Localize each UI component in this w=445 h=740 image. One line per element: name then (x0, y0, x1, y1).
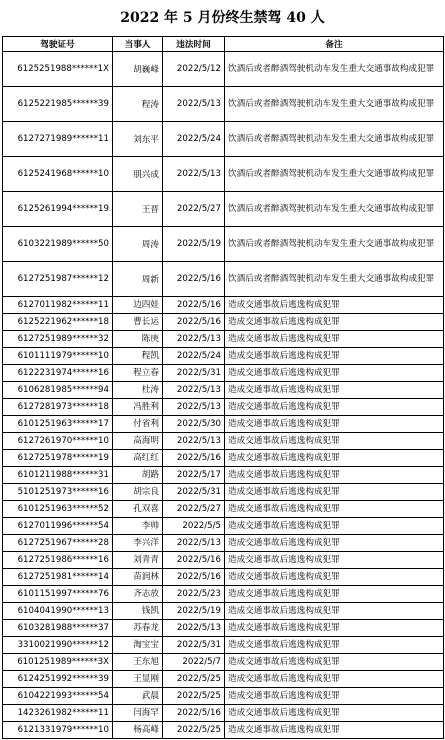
table-row (3, 671, 444, 688)
license-number-cell: 3310021990******12 (3, 637, 113, 654)
license-number-cell: 6101251989******3X (3, 654, 113, 671)
table-row (3, 262, 444, 297)
remarks-cell: 造成交通事故后逃逸构成犯罪 (225, 654, 444, 671)
violation-date-cell: 2022/5/25 (163, 688, 225, 705)
violation-date-cell: 2022/5/13 (163, 399, 225, 416)
table-row (3, 722, 444, 739)
party-name-cell: 苏春龙 (113, 620, 163, 637)
party-name-cell: 王东旭 (113, 654, 163, 671)
license-number-cell: 6101151997******76 (3, 586, 113, 603)
party-name-cell: 胡路 (113, 467, 163, 484)
party-name-cell: 付省利 (113, 416, 163, 433)
remarks-cell: 造成交通事故后逃逸构成犯罪 (225, 433, 444, 450)
license-number-cell: 6127261970******10 (3, 433, 113, 450)
license-number-cell: 5101251973******16 (3, 484, 113, 501)
table-row (3, 518, 444, 535)
table-row (3, 552, 444, 569)
remarks-cell: 造成交通事故后逃逸构成犯罪 (225, 722, 444, 739)
table-row (3, 122, 444, 157)
party-name-cell: 高海明 (113, 433, 163, 450)
remarks-cell: 造成交通事故后逃逸构成犯罪 (225, 314, 444, 331)
party-name-cell: 胡宗良 (113, 484, 163, 501)
table-row (3, 157, 444, 192)
remarks-cell: 饮酒后或者醉酒驾驶机动车发生重大交通事故构成犯罪 (225, 262, 444, 297)
violation-date-cell: 2022/5/31 (163, 365, 225, 382)
violation-date-cell: 2022/5/13 (163, 433, 225, 450)
table-row (3, 297, 444, 314)
party-name-cell: 程凯 (113, 348, 163, 365)
violation-date-cell: 2022/5/7 (163, 654, 225, 671)
license-number-cell: 6121331979******10 (3, 722, 113, 739)
party-name-cell: 李帅 (113, 518, 163, 535)
remarks-cell: 饮酒后或者醉酒驾驶机动车发生重大交通事故构成犯罪 (225, 192, 444, 227)
header-party-name: 当事人 (113, 37, 163, 52)
remarks-cell: 造成交通事故后逃逸构成犯罪 (225, 552, 444, 569)
violation-date-cell: 2022/5/16 (163, 262, 225, 297)
violation-date-cell: 2022/5/16 (163, 314, 225, 331)
remarks-cell: 造成交通事故后逃逸构成犯罪 (225, 586, 444, 603)
license-number-cell: 6127251978******19 (3, 450, 113, 467)
license-number-cell: 6125241968******10 (3, 157, 113, 192)
remarks-cell: 造成交通事故后逃逸构成犯罪 (225, 637, 444, 654)
header-remarks: 备注 (225, 37, 444, 52)
table-body (3, 52, 444, 739)
license-number-cell: 6127251987******12 (3, 262, 113, 297)
violation-date-cell: 2022/5/16 (163, 297, 225, 314)
table-row (3, 603, 444, 620)
table-row (3, 586, 444, 603)
violation-date-cell: 2022/5/24 (163, 348, 225, 365)
party-name-cell: 淘宝宝 (113, 637, 163, 654)
party-name-cell: 苗润林 (113, 569, 163, 586)
party-name-cell: 王晋 (113, 192, 163, 227)
remarks-cell: 造成交通事故后逃逸构成犯罪 (225, 671, 444, 688)
party-name-cell: 胡巍峰 (113, 52, 163, 87)
violation-date-cell: 2022/5/27 (163, 192, 225, 227)
party-name-cell: 刘东平 (113, 122, 163, 157)
violation-date-cell: 2022/5/13 (163, 87, 225, 122)
violation-date-cell: 2022/5/31 (163, 484, 225, 501)
table-row (3, 227, 444, 262)
table-row (3, 52, 444, 87)
remarks-cell: 饮酒后或者醉酒驾驶机动车发生重大交通事故构成犯罪 (225, 87, 444, 122)
license-number-cell: 6106281985******94 (3, 382, 113, 399)
license-number-cell: 6124251992******39 (3, 671, 113, 688)
violation-date-cell: 2022/5/13 (163, 331, 225, 348)
remarks-cell: 饮酒后或者醉酒驾驶机动车发生重大交通事故构成犯罪 (225, 227, 444, 262)
remarks-cell: 造成交通事故后逃逸构成犯罪 (225, 569, 444, 586)
license-number-cell: 6104221993******54 (3, 688, 113, 705)
table-row (3, 433, 444, 450)
violation-date-cell: 2022/5/13 (163, 157, 225, 192)
party-name-cell: 王显刚 (113, 671, 163, 688)
header-violation-date: 违法时间 (163, 37, 225, 52)
violation-date-cell: 2022/5/25 (163, 722, 225, 739)
header-license-number: 驾驶证号 (3, 37, 113, 52)
license-number-cell: 6122231974******16 (3, 365, 113, 382)
table-row (3, 484, 444, 501)
remarks-cell: 造成交通事故后逃逸构成犯罪 (225, 501, 444, 518)
table-row (3, 569, 444, 586)
party-name-cell: 闫海罕 (113, 705, 163, 722)
remarks-cell: 造成交通事故后逃逸构成犯罪 (225, 467, 444, 484)
table-row (3, 87, 444, 122)
party-name-cell: 朋兴成 (113, 157, 163, 192)
license-number-cell: 6127011996******54 (3, 518, 113, 535)
remarks-cell: 造成交通事故后逃逸构成犯罪 (225, 382, 444, 399)
table-row (3, 688, 444, 705)
license-number-cell: 6127251981******14 (3, 569, 113, 586)
remarks-cell: 造成交通事故后逃逸构成犯罪 (225, 416, 444, 433)
violation-date-cell: 2022/5/27 (163, 501, 225, 518)
table-row (3, 331, 444, 348)
violation-date-cell: 2022/5/19 (163, 227, 225, 262)
violation-date-cell: 2022/5/13 (163, 535, 225, 552)
party-name-cell: 刘青青 (113, 552, 163, 569)
party-name-cell: 武晨 (113, 688, 163, 705)
license-number-cell: 6127271989******11 (3, 122, 113, 157)
party-name-cell: 孔双喜 (113, 501, 163, 518)
remarks-cell: 造成交通事故后逃逸构成犯罪 (225, 297, 444, 314)
violation-date-cell: 2022/5/25 (163, 671, 225, 688)
license-number-cell: 6103281988******37 (3, 620, 113, 637)
license-number-cell: 6127281973******18 (3, 399, 113, 416)
table-row (3, 348, 444, 365)
license-number-cell: 6125221962******18 (3, 314, 113, 331)
party-name-cell: 齐志放 (113, 586, 163, 603)
violation-date-cell: 2022/5/16 (163, 705, 225, 722)
license-number-cell: 6101111979******10 (3, 348, 113, 365)
party-name-cell: 边四娃 (113, 297, 163, 314)
license-number-cell: 6125221985******39 (3, 87, 113, 122)
remarks-cell: 饮酒后或者醉酒驾驶机动车发生重大交通事故构成犯罪 (225, 52, 444, 87)
remarks-cell: 造成交通事故后逃逸构成犯罪 (225, 348, 444, 365)
license-number-cell: 6104041990******13 (3, 603, 113, 620)
party-name-cell: 钱凯 (113, 603, 163, 620)
ban-list-table (2, 36, 444, 739)
party-name-cell: 周涛 (113, 227, 163, 262)
table-row (3, 382, 444, 399)
table-row (3, 620, 444, 637)
license-number-cell: 6127011982******11 (3, 297, 113, 314)
license-number-cell: 6125261994******19 (3, 192, 113, 227)
violation-date-cell: 2022/5/5 (163, 518, 225, 535)
party-name-cell: 李兴洋 (113, 535, 163, 552)
party-name-cell: 周新 (113, 262, 163, 297)
remarks-cell: 造成交通事故后逃逸构成犯罪 (225, 331, 444, 348)
party-name-cell: 程立春 (113, 365, 163, 382)
violation-date-cell: 2022/5/13 (163, 620, 225, 637)
license-number-cell: 6127251989******32 (3, 331, 113, 348)
document-title: 2022 年 5 月份终生禁驾 40 人 (120, 10, 325, 26)
violation-date-cell: 2022/5/13 (163, 382, 225, 399)
table-row (3, 501, 444, 518)
table-header-row (3, 37, 444, 52)
license-number-cell: 6101251963******52 (3, 501, 113, 518)
remarks-cell: 造成交通事故后逃逸构成犯罪 (225, 399, 444, 416)
remarks-cell: 造成交通事故后逃逸构成犯罪 (225, 603, 444, 620)
violation-date-cell: 2022/5/23 (163, 586, 225, 603)
remarks-cell: 造成交通事故后逃逸构成犯罪 (225, 535, 444, 552)
table-row (3, 467, 444, 484)
violation-date-cell: 2022/5/16 (163, 569, 225, 586)
remarks-cell: 造成交通事故后逃逸构成犯罪 (225, 705, 444, 722)
license-number-cell: 1423261982******11 (3, 705, 113, 722)
remarks-cell: 饮酒后或者醉酒驾驶机动车发生重大交通事故构成犯罪 (225, 122, 444, 157)
party-name-cell: 杜涛 (113, 382, 163, 399)
violation-date-cell: 2022/5/16 (163, 450, 225, 467)
remarks-cell: 饮酒后或者醉酒驾驶机动车发生重大交通事故构成犯罪 (225, 157, 444, 192)
table-row (3, 654, 444, 671)
table-row (3, 399, 444, 416)
remarks-cell: 造成交通事故后逃逸构成犯罪 (225, 620, 444, 637)
license-number-cell: 6103221989******50 (3, 227, 113, 262)
license-number-cell: 6101211988******31 (3, 467, 113, 484)
violation-date-cell: 2022/5/30 (163, 416, 225, 433)
license-number-cell: 6101251963******17 (3, 416, 113, 433)
party-name-cell: 高红红 (113, 450, 163, 467)
table-row (3, 637, 444, 654)
license-number-cell: 6125251988******1X (3, 52, 113, 87)
violation-date-cell: 2022/5/19 (163, 603, 225, 620)
table-row (3, 314, 444, 331)
table-row (3, 365, 444, 382)
remarks-cell: 造成交通事故后逃逸构成犯罪 (225, 518, 444, 535)
party-name-cell: 曹长运 (113, 314, 163, 331)
violation-date-cell: 2022/5/12 (163, 52, 225, 87)
table-row (3, 192, 444, 227)
license-number-cell: 6127251986******16 (3, 552, 113, 569)
violation-date-cell: 2022/5/17 (163, 467, 225, 484)
table-row (3, 535, 444, 552)
remarks-cell: 造成交通事故后逃逸构成犯罪 (225, 450, 444, 467)
table-row (3, 450, 444, 467)
party-name-cell: 杨高峰 (113, 722, 163, 739)
violation-date-cell: 2022/5/31 (163, 637, 225, 654)
table-row (3, 416, 444, 433)
license-number-cell: 6127251967******28 (3, 535, 113, 552)
remarks-cell: 造成交通事故后逃逸构成犯罪 (225, 365, 444, 382)
remarks-cell: 造成交通事故后逃逸构成犯罪 (225, 484, 444, 501)
violation-date-cell: 2022/5/24 (163, 122, 225, 157)
violation-date-cell: 2022/5/16 (163, 552, 225, 569)
remarks-cell: 造成交通事故后逃逸构成犯罪 (225, 688, 444, 705)
party-name-cell: 程涛 (113, 87, 163, 122)
party-name-cell: 陈庚 (113, 331, 163, 348)
table-row (3, 705, 444, 722)
party-name-cell: 冯胜利 (113, 399, 163, 416)
